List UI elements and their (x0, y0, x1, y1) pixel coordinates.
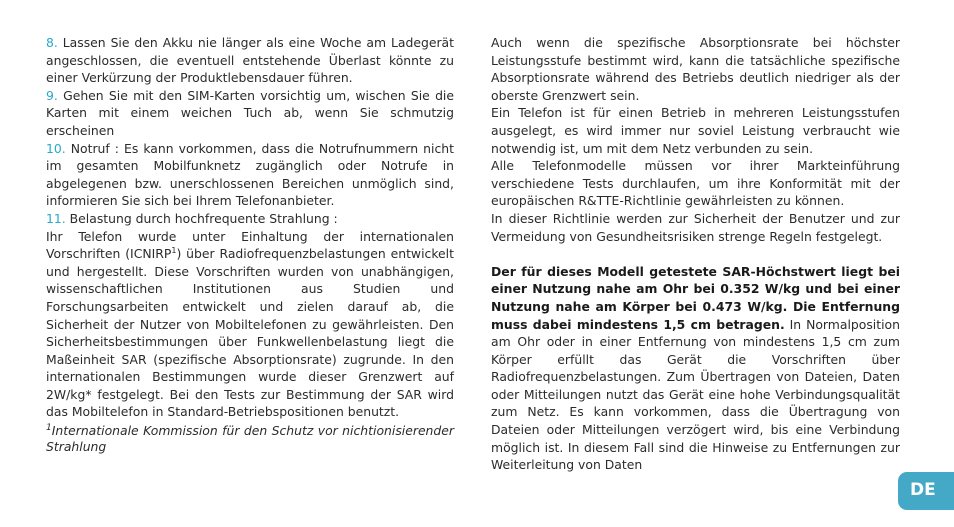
sar-body-start: Ihr Telefon wurde unter Einhaltung der internationalen Vorschriften (ICNIRP (46, 228, 454, 262)
footnote (46, 423, 454, 455)
sar-values-bold: Der für dieses Modell getestete SAR-Höchstwert liegt bei einer Nutzung nahe am Ohr bei 0.352 W/kg und bei einer Nutzung nahe am Körper bei 0.473 W/kg. Die Entfernung muss dabei mindestens 1,5 cm betragen. (491, 263, 900, 332)
footnote-text: Internationale Kommission für den Schutz vor nichtionisierender Strahlung (46, 423, 454, 455)
item-8-number: 8. (46, 35, 58, 50)
paragraph-sar-values (491, 263, 900, 474)
item-11-heading-text: Belastung durch hochfrequente Strahlung : (65, 210, 338, 226)
paragraph-power-levels: Ein Telefon ist für einen Betrieb in mehreren Leistungsstufen ausgelegt, es wird immer nur soviel Leistung verbraucht wie notwendig ist, um mit dem Netz verbunden zu sein. (491, 105, 900, 156)
item-9-number: 9. (46, 87, 58, 103)
item-8 (46, 34, 454, 87)
item-11-heading (46, 210, 454, 228)
item-9-text: Gehen Sie mit den SIM-Karten vorsichtig um, wischen Sie die Karten mit einem weichen Tuch ab, wenn Sie schmutzig erscheinen (46, 87, 454, 138)
sar-body (46, 228, 454, 422)
paragraph-tests: Alle Telefonmodelle müssen vor ihrer Markteinführung verschiedene Tests durchlaufen, um ihre Konformität mit der europäischen R&TTE-Richtlinie gewährleisten zu können. (491, 158, 900, 209)
sar-values-text: In Normalposition am Ohr oder in einer Entfernung von mindestens 1,5 cm zum Körper erfüllt das Gerät die Vorschriften über Radiofrequenzbelastungen. Zum Übertragen von Dateien, Daten oder Mitteilungen nutzt das Gerät eine hohe Verbindungsqualität zum Netz. Es kann vorkommen, dass die Übertragung von Dateien oder Mitteilungen verzögert wird, bis eine Verbindung möglich ist. In diesem Fall sind die Hinweise zu Entfernungen zur Weiterleitung von Daten (491, 316, 900, 473)
language-tab: DE (898, 472, 954, 510)
item-10-number: 10. (46, 140, 66, 156)
item-10 (46, 140, 454, 210)
left-column (46, 34, 454, 455)
paragraph-sar-level: Auch wenn die spezifische Absorptionsrate bei höchster Leistungsstufe bestimmt wird, kann die tatsächliche spezifische Absorptionsrate während des Betriebs deutlich niedriger als der oberste Grenzwert sein. (491, 35, 900, 103)
item-10-text: Notruf : Es kann vorkommen, dass die Notrufnummern nicht im gesamten Mobilfunknetz zugänglich oder Notrufe in abgelegenen bzw. unerschlossenen Bereichen unmöglich sind, informieren Sie sich bei Ihrem Telefonanbieter. (46, 140, 454, 209)
paragraph-directive: In dieser Richtlinie werden zur Sicherheit der Benutzer und zur Vermeidung von Gesundheitsrisiken strenge Regeln festgelegt. (491, 210, 900, 244)
spacer (491, 245, 900, 263)
sar-body-end: ) über Radiofrequenzbelastungen entwickelt und hergestellt. Diese Vorschriften wurden von unabhängigen, wissenschaftlichen Institutionen aus Studien und Forschungsarbeiten entwickelt und zielen darauf ab, die Sicherheit der Nutzer von Mobiltelefonen zu gewährleisten. Den Sicherheitsbestimmungen über Funkwellenbelastung liegt die Maßeinheit SAR (spezifische Absorptionsrate) zugrunde. In den internationalen Bestimmungen wurde dieser Grenzwert auf 2W/kg* festgelegt. Bei den Tests zur Bestimmung der SAR wird das Mobiltelefon in Standard-Betriebspositionen benutzt. (46, 246, 454, 420)
item-11-number: 11. (46, 210, 66, 226)
footnote-ref: 1 (171, 246, 177, 255)
footnote-mark: 1 (46, 422, 52, 433)
item-9 (46, 87, 454, 140)
right-column (491, 34, 900, 474)
item-8-text: Lassen Sie den Akku nie länger als eine Woche am Ladegerät angeschlossen, die eventuell entstehende Überlast könnte zu einer Verkürzung der Produktlebensdauer führen. (46, 35, 454, 86)
